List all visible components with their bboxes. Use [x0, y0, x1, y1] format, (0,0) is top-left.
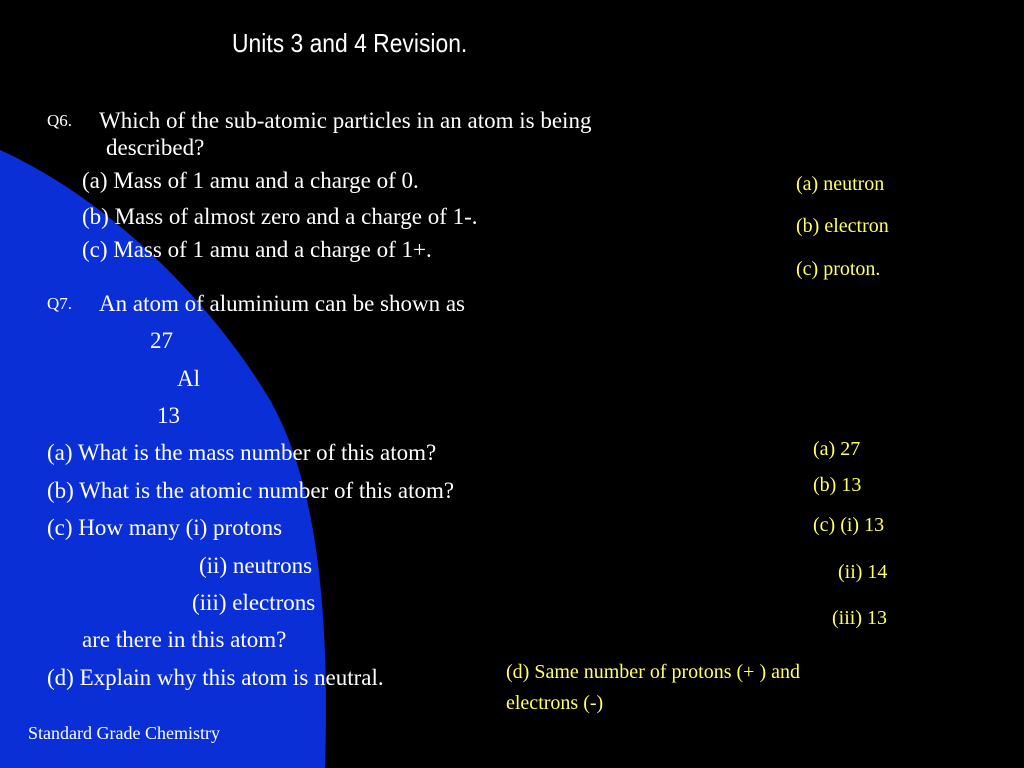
q7-answer-c-protons: (c) (i) 13 — [813, 514, 885, 536]
q7-answer-c-neutrons: (ii) 14 — [838, 561, 888, 583]
q7-number: Q7. — [47, 294, 73, 313]
q7-item-d: (d) Explain why this atom is neutral. — [47, 665, 384, 690]
q7-element-symbol: Al — [177, 366, 200, 391]
q6-answer-b: (b) electron — [796, 215, 889, 237]
q6-number: Q6. — [47, 111, 73, 130]
q6-question-line2: described? — [106, 135, 205, 160]
slide-title: Units 3 and 4 Revision. — [232, 28, 468, 58]
q7-item-b: (b) What is the atomic number of this atom? — [47, 478, 455, 503]
q6-answer-c: (c) proton. — [796, 258, 881, 280]
q7-item-a: (a) What is the mass number of this atom? — [47, 440, 437, 465]
q7-item-c-electrons: (iii) electrons — [192, 590, 316, 615]
q6-item-a: (a) Mass of 1 amu and a charge of 0. — [82, 168, 419, 193]
q6-item-c: (c) Mass of 1 amu and a charge of 1+. — [82, 237, 432, 262]
q7-answer-c-electrons: (iii) 13 — [832, 607, 887, 629]
q7-question: An atom of aluminium can be shown as — [99, 291, 466, 316]
q6-question-line1: Which of the sub-atomic particles in an atom is being — [99, 108, 592, 133]
q7-answer-d-line2: electrons (-) — [506, 692, 604, 714]
slide-footer: Standard Grade Chemistry — [28, 723, 220, 743]
q7-answer-a: (a) 27 — [813, 438, 861, 460]
q6-answer-a: (a) neutron — [796, 173, 885, 195]
q6-item-b: (b) Mass of almost zero and a charge of 1-. — [82, 204, 478, 229]
q7-mass-number: 27 — [150, 328, 173, 353]
q7-item-c-ending: are there in this atom? — [82, 627, 287, 652]
q7-atomic-number: 13 — [157, 403, 180, 428]
q7-item-c-protons: (c) How many (i) protons — [47, 515, 283, 540]
q7-item-c-neutrons: (ii) neutrons — [199, 553, 313, 578]
q7-answer-d-line1: (d) Same number of protons (+ ) and — [506, 661, 800, 683]
q7-answer-b: (b) 13 — [813, 474, 862, 496]
